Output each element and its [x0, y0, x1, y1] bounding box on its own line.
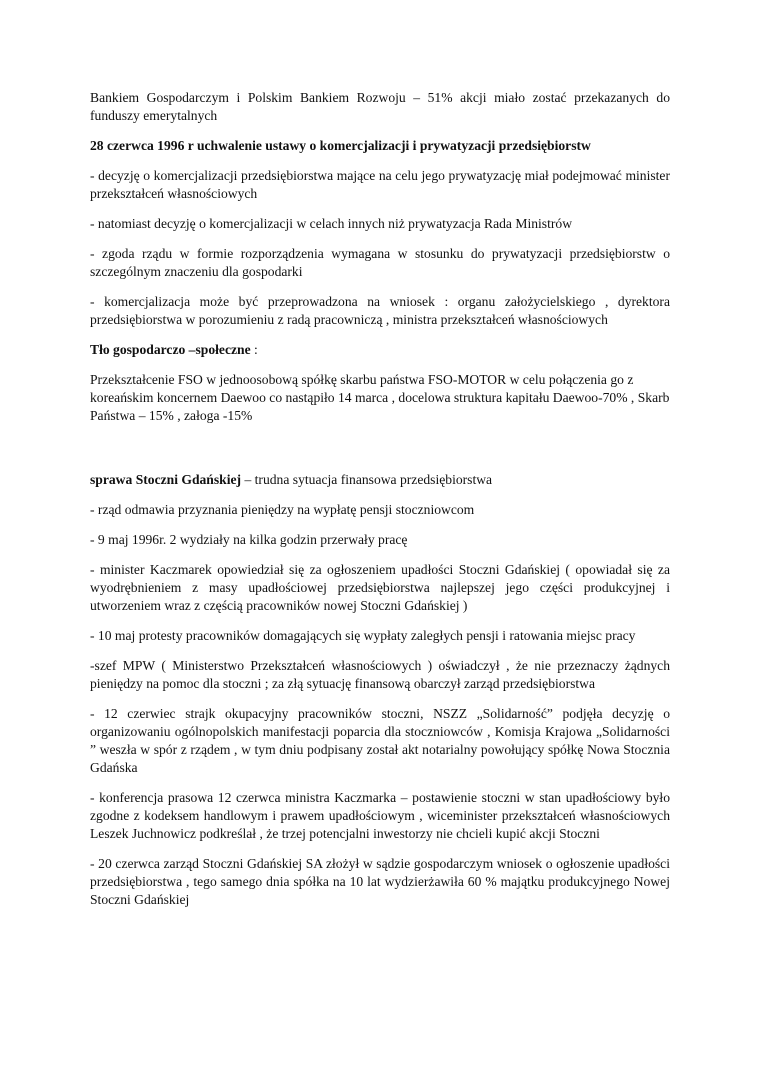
heading-gdansk-shipyard-bold: sprawa Stoczni Gdańskiej: [90, 472, 242, 487]
heading-gdansk-shipyard-rest: – trudna sytuacja finansowa przedsiębiorstwa: [241, 472, 493, 487]
heading-socio-economic-background: [90, 341, 670, 359]
paragraph-government-consent: - zgoda rządu w formie rozporządzenia wymagana w stosunku do prywatyzacji przedsiębiorstw o szczególnym znaczeniu dla gospodarki: [90, 246, 670, 279]
heading-socio-economic-background-bold: Tło gospodarczo –społeczne: [90, 342, 251, 357]
paragraph-council-decision: - natomiast decyzję o komercjalizacji w celach innych niż prywatyzacja Rada Ministrów: [90, 216, 573, 231]
paragraph-june-12-strike: - 12 czerwiec strajk okupacyjny pracowników stoczni, NSZZ „Solidarność” podjęła decyzję o organizowaniu ogólnopolskich manifestacji poparcia dla stoczniowców , Komisja Krajowa „Solidarności ” weszła w spór z rządem , w tym dniu podpisany został akt notarialny powołujący spółkę Nowa Stocznia Gdańska: [90, 706, 670, 775]
paragraph-press-conference: - konferencja prasowa 12 czerwca ministra Kaczmarka – postawienie stoczni w stan upadłościowy było zgodne z kodeksem handlowym i prawem upadłościowym , wiceminister przekształceń własnościowych Leszek Juchnowicz podkreślał , że trzej potencjalni inwestorzy nie chcieli kupić akcji Stoczni: [90, 790, 670, 841]
paragraph-mpw-statement: -szef MPW ( Ministerstwo Przekształceń własnościowych ) oświadczył , że nie przeznaczy żądnych pieniędzy na pomoc dla stoczni ; za złą sytuację finansową obarczył zarząd przedsiębiorstwa: [90, 658, 670, 691]
paragraph-bankruptcy-filing: - 20 czerwca zarząd Stoczni Gdańskiej SA złożył w sądzie gospodarczym wniosek o ogłoszenie upadłości przedsiębiorstwa , tego samego dnia spółka na 10 lat wydzierżawiła 60 % majątku produkcyjnego Nowej Stoczni Gdańskiej: [90, 856, 670, 907]
paragraph-commercialization-request: - komercjalizacja może być przeprowadzona na wniosek : organu założycielskiego , dyrektora przedsiębiorstwa w porozumieniu z radą pracowniczą , ministra przekształceń własnościowych: [90, 294, 670, 327]
heading-socio-economic-background-rest: :: [250, 342, 258, 357]
paragraph-minister-decision: - decyzję o komercjalizacji przedsiębiorstwa mające na celu jego prywatyzację miał podejmować minister przekształceń własnościowych: [90, 168, 670, 201]
paragraph-fso-transformation: Przekształcenie FSO w jednoosobową spółkę skarbu państwa FSO-MOTOR w celu połączenia go z koreańskim koncernem Daewoo co nastąpiło 14 marca , docelowa struktura kapitału Daewoo-70% , Skarb Państwa – 15% , załoga -15%: [90, 372, 670, 423]
document-body: [90, 89, 670, 921]
paragraph-may-10-protests: - 10 maj protesty pracowników domagających się wypłaty zaległych pensji i ratowania miejsc pracy: [90, 628, 636, 643]
heading-commercialization-law-text: 28 czerwca 1996 r uchwalenie ustawy o komercjalizacji i prywatyzacji przedsiębiorstw: [90, 138, 591, 153]
heading-commercialization-law: [90, 137, 670, 155]
paragraph-minister-kaczmarek: - minister Kaczmarek opowiedział się za ogłoszeniem upadłości Stoczni Gdańskiej ( opowiadał się za wyodrębnieniem z masy upadłościowej przedsiębiorstwa najlepszej jego części produkcyjnej i utworzeniem wraz z częścią pracowników nowej Stoczni Gdańskiej ): [90, 562, 670, 613]
paragraph-government-refuses: - rząd odmawia przyznania pieniędzy na wypłatę pensji stoczniowcom: [90, 502, 475, 517]
paragraph-bank-funds: Bankiem Gospodarczym i Polskim Bankiem Rozwoju – 51% akcji miało zostać przekazanych do funduszy emerytalnych: [90, 90, 670, 123]
section-spacer: [90, 437, 670, 471]
heading-gdansk-shipyard: [90, 471, 670, 489]
paragraph-may-9-strike: - 9 maj 1996r. 2 wydziały na kilka godzin przerwały pracę: [90, 532, 408, 547]
